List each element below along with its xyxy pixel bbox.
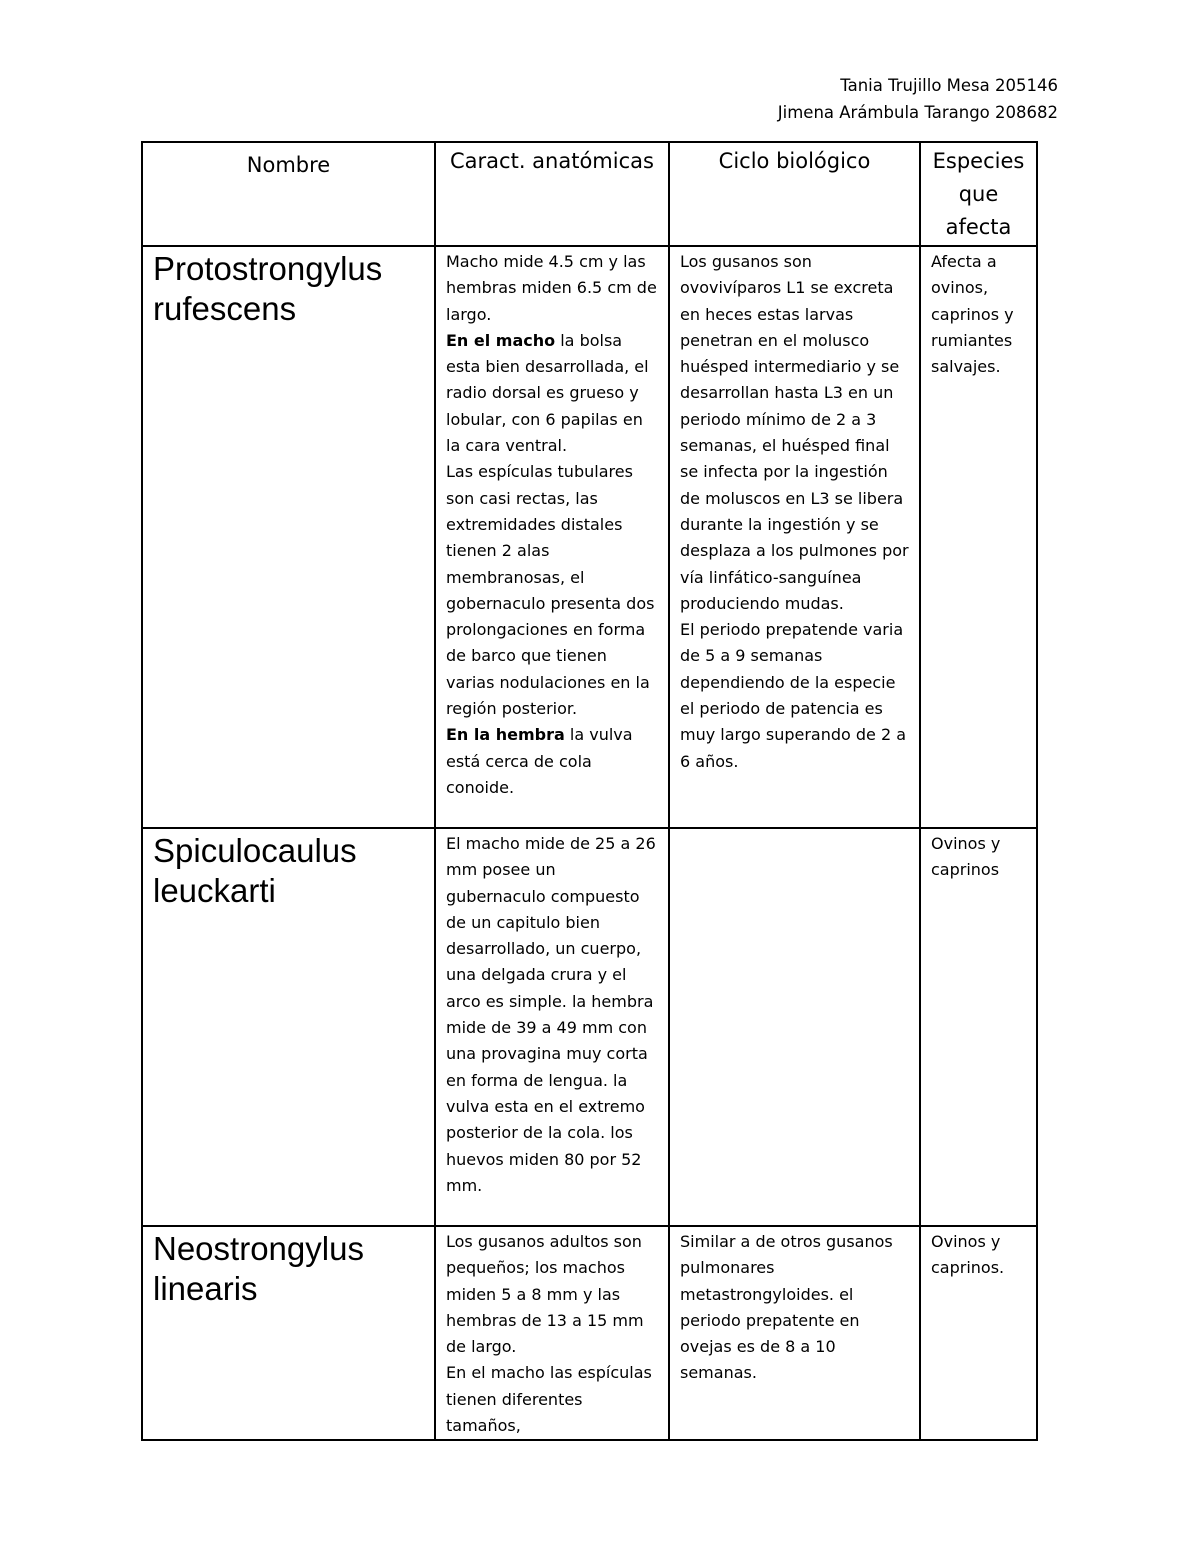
species-name: Spiculocaulus leuckarti — [142, 828, 435, 1226]
species-name: Protostrongylus rufescens — [142, 246, 435, 828]
table-header-row — [142, 142, 1037, 246]
caract-bold-label: En el macho — [446, 330, 556, 350]
caract-cell — [435, 246, 669, 828]
caract-text-rest: la bolsa esta bien desarrollada, el radio dorsal es grueso y lobular, con 6 papilas en la cara ventral. — [446, 330, 649, 456]
caract-text: Las espículas tubulares son casi rectas, las extremidades distales tienen 2 alas membranosas, el gobernaculo presenta dos prolongaciones en forma de barco que tienen varias nodulaciones en la región posterior. — [446, 462, 655, 719]
author-2: Jimena Arámbula Tarango 208682 — [777, 103, 1058, 122]
species-name: Neostrongylus linearis — [142, 1226, 435, 1440]
caract-text-rest: la vulva está cerca de cola conoide. — [446, 725, 633, 797]
caract-text: El macho mide de 25 a 26 mm posee un gubernaculo compuesto de un capitulo bien desarrollado, un cuerpo, una delgada crura y el arco es simple. la hembra mide de 39 a 49 mm con una provagina muy corta en forma de lengua. la vulva esta en el extremo posterior de la cola. los huevos miden 80 por 52 mm. — [446, 834, 656, 1195]
parasite-table — [141, 141, 1038, 1441]
caract-cell — [435, 1226, 669, 1440]
caract-bold-label: En la hembra — [446, 725, 565, 745]
especies-cell: Afecta a ovinos, caprinos y rumiantes salvajes. — [920, 246, 1037, 828]
table-row — [142, 1226, 1037, 1440]
ciclo-cell: Similar a de otros gusanos pulmonares metastrongyloides. el periodo prepatente en ovejas es de 8 a 10 semanas. — [669, 1226, 920, 1440]
header-nombre: Nombre — [142, 142, 435, 246]
caract-text: Macho mide 4.5 cm y las hembras miden 6.5 cm de largo. — [446, 252, 657, 324]
ciclo-cell — [669, 246, 920, 828]
ciclo-text: Los gusanos son ovovivíparos L1 se excreta en heces estas larvas penetran en el molusco huésped intermediario y se desarrollan hasta L3 en un periodo mínimo de 2 a 3 semanas, el huésped final se infecta por la ingestión de moluscos en L3 se libera durante la ingestión y se desplaza a los pulmones por vía linfático-sanguínea produciendo mudas. — [680, 252, 909, 613]
authors-header — [778, 72, 1058, 126]
header-especies: Especies que afecta — [920, 142, 1037, 246]
ciclo-cell — [669, 828, 920, 1226]
table-row — [142, 828, 1037, 1226]
header-caract: Caract. anatómicas — [435, 142, 669, 246]
caract-text — [446, 722, 658, 801]
caract-text: Los gusanos adultos son pequeños; los machos miden 5 a 8 mm y las hembras de 13 a 15 mm de largo. — [446, 1232, 644, 1357]
caract-cell — [435, 828, 669, 1226]
caract-text — [446, 328, 658, 459]
ciclo-text: El periodo prepatende varia de 5 a 9 semanas dependiendo de la especie el periodo de patencia es muy largo superando de 2 a 6 años. — [680, 620, 907, 771]
especies-cell: Ovinos y caprinos. — [920, 1226, 1037, 1440]
author-1: Tania Trujillo Mesa 205146 — [840, 76, 1058, 95]
table-row — [142, 246, 1037, 828]
header-ciclo: Ciclo biológico — [669, 142, 920, 246]
caract-text: En el macho las espículas tienen diferentes tamaños, — [446, 1363, 652, 1436]
especies-cell: Ovinos y caprinos — [920, 828, 1037, 1226]
